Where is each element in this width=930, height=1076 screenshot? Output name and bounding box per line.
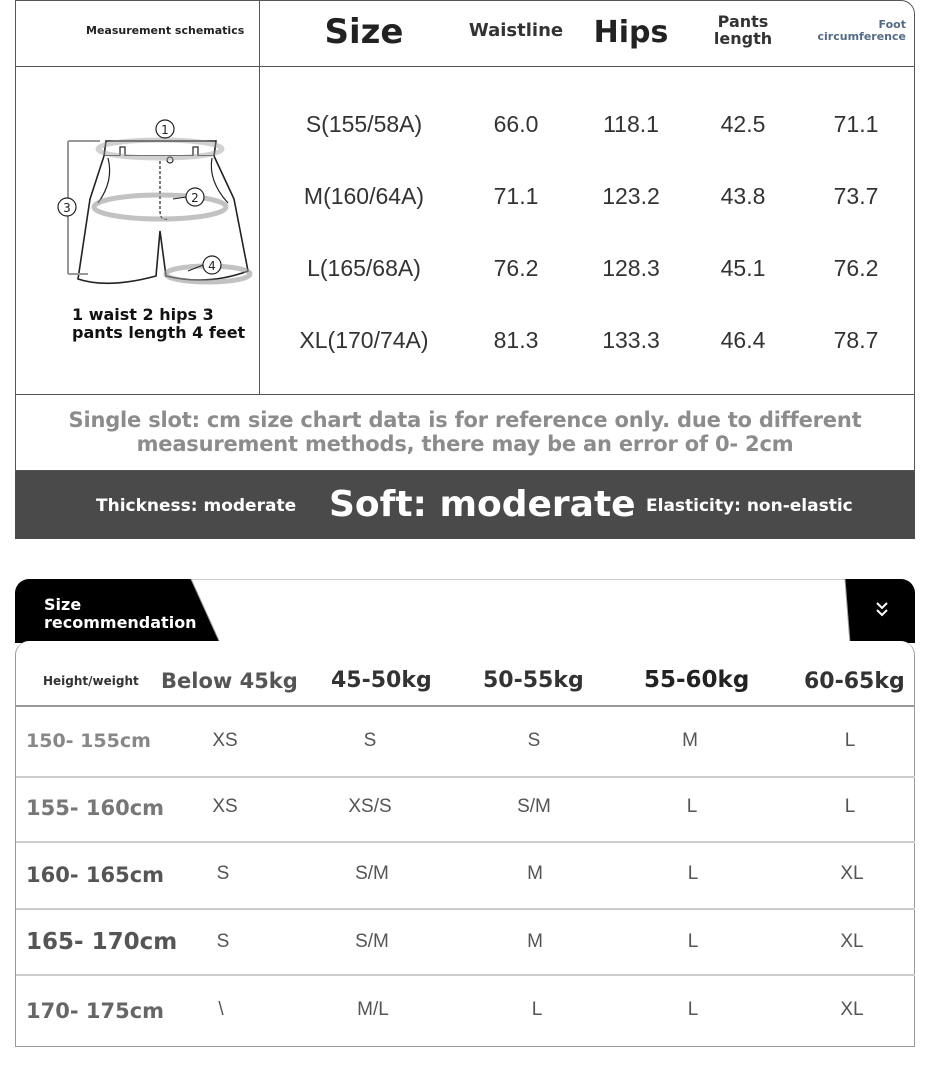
- length-cell: 42.5: [720, 111, 766, 137]
- size-rec-cell: M/L: [357, 999, 389, 1020]
- softness-label: Soft: moderate: [329, 484, 636, 525]
- recommendation-header-row: [16, 641, 916, 705]
- header-divider: [16, 66, 915, 67]
- header-foot-circumference: Foot circumference: [817, 18, 906, 43]
- weight-header: Below 45kg: [161, 669, 298, 693]
- size-chart: [15, 0, 915, 395]
- size-rec-cell: L: [686, 796, 698, 817]
- marker-2: 2: [191, 191, 199, 205]
- schematic-caption: [72, 306, 252, 342]
- size-cell: M(160/64A): [303, 183, 425, 209]
- header-pants-length: Pants length: [713, 12, 773, 48]
- size-rec-cell: XL: [840, 999, 864, 1020]
- height-label: 170- 175cm: [26, 999, 165, 1023]
- recommendation-body: [15, 641, 915, 1047]
- header-measurement-schematics: Measurement schematics: [86, 24, 245, 37]
- foot-cell: 71.1: [833, 111, 879, 137]
- size-cell: XL(170/74A): [299, 327, 429, 353]
- size-rec-cell: S: [363, 730, 377, 751]
- size-rec-cell: M: [682, 730, 698, 751]
- marker-4: 4: [208, 259, 216, 273]
- size-rec-cell: XS/S: [348, 796, 392, 817]
- size-rec-cell: XS: [212, 730, 238, 751]
- size-rec-cell: S/M: [517, 796, 551, 817]
- thickness-label: Thickness: moderate: [96, 496, 297, 516]
- row-divider: [16, 705, 915, 707]
- size-cell: S(155/58A): [305, 111, 423, 137]
- hips-cell: 133.3: [602, 327, 660, 353]
- recommendation-header-bar: [15, 579, 915, 643]
- size-rec-cell: L: [531, 999, 543, 1020]
- header-size: Size: [324, 12, 404, 52]
- schematic-caption-text: 1 waist 2 hips 3 pants length 4 feet: [72, 305, 246, 342]
- size-recommendation-table: [15, 579, 915, 1049]
- header-waistline: Waistline: [468, 20, 564, 41]
- height-label: 160- 165cm: [26, 863, 165, 887]
- weight-header: 45-50kg: [331, 668, 432, 693]
- size-rec-cell: XL: [840, 863, 864, 884]
- size-rec-cell: L: [844, 730, 856, 751]
- size-rec-cell: S: [216, 931, 230, 952]
- column-divider: [259, 1, 260, 395]
- size-rec-cell: L: [687, 863, 699, 884]
- double-chevron-down-icon[interactable]: [875, 601, 889, 619]
- header-hips: Hips: [593, 15, 669, 50]
- length-cell: 43.8: [720, 183, 766, 209]
- size-rec-cell: S/M: [355, 931, 389, 952]
- height-weight-label: Height/weight: [43, 674, 139, 688]
- size-rec-cell: M: [527, 863, 543, 884]
- waist-cell: 81.3: [493, 327, 539, 353]
- recommendation-title-text: Size recommendation: [44, 595, 197, 632]
- foot-cell: 76.2: [833, 255, 879, 281]
- elasticity-label: Elasticity: non-elastic: [646, 496, 853, 516]
- hips-cell: 123.2: [602, 183, 660, 209]
- foot-cell: 78.7: [833, 327, 879, 353]
- size-rec-cell: S: [216, 863, 230, 884]
- height-label: 150- 155cm: [26, 730, 151, 752]
- size-rec-cell: L: [687, 931, 699, 952]
- size-rec-cell: XS: [212, 796, 238, 817]
- size-rec-cell: S: [527, 730, 541, 751]
- size-rec-cell: L: [844, 796, 856, 817]
- size-rec-cell: \: [218, 999, 224, 1020]
- waist-cell: 66.0: [493, 111, 539, 137]
- weight-header: 50-55kg: [483, 668, 584, 693]
- size-rec-cell: M: [527, 931, 543, 952]
- height-label: 165- 170cm: [26, 929, 178, 955]
- row-divider: [16, 841, 915, 843]
- recommendation-title: [44, 595, 197, 632]
- row-divider: [16, 974, 915, 976]
- length-cell: 46.4: [720, 327, 766, 353]
- marker-3: 3: [63, 201, 71, 215]
- fabric-properties-bar: [15, 471, 915, 539]
- weight-header: 55-60kg: [644, 667, 750, 693]
- hips-cell: 128.3: [602, 255, 660, 281]
- shorts-schematic-illustration: [48, 111, 258, 291]
- marker-1: 1: [161, 123, 169, 137]
- length-cell: 45.1: [720, 255, 766, 281]
- row-divider: [16, 908, 915, 910]
- size-rec-cell: S/M: [355, 863, 389, 884]
- row-divider: [16, 776, 915, 778]
- waist-cell: 76.2: [493, 255, 539, 281]
- size-rec-cell: XL: [840, 931, 864, 952]
- size-cell: L(165/68A): [307, 255, 421, 281]
- measurement-note: Single slot: cm size chart data is for reference only. due to different measurement methods, there may be an error of 0- 2cm: [15, 395, 915, 471]
- size-rec-cell: L: [687, 999, 699, 1020]
- hips-cell: 118.1: [603, 111, 659, 137]
- foot-cell: 73.7: [833, 183, 879, 209]
- waist-cell: 71.1: [493, 183, 539, 209]
- weight-header: 60-65kg: [804, 669, 905, 694]
- height-label: 155- 160cm: [26, 796, 165, 820]
